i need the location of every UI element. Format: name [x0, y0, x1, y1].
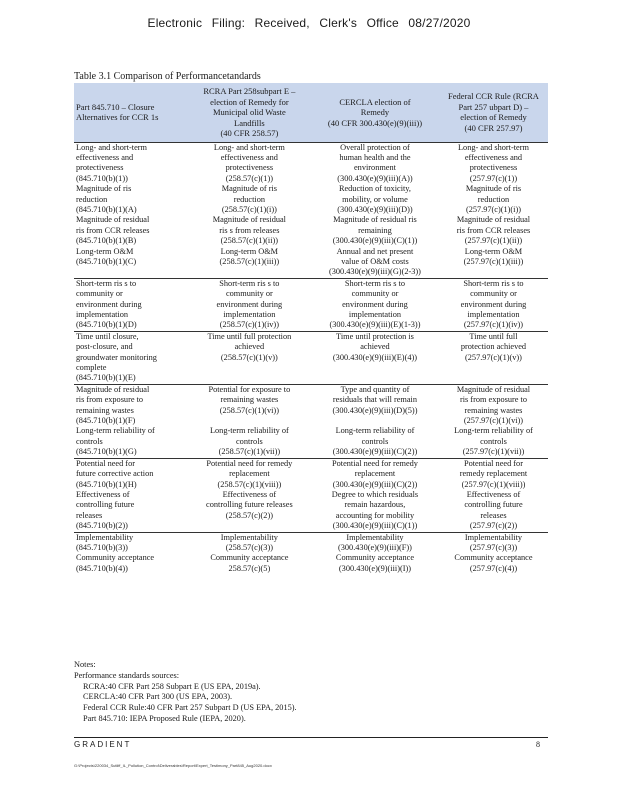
- cell-line: (845.710(b)(4)): [76, 563, 128, 573]
- table-header-row: [74, 83, 548, 142]
- cell-line: (257.97(c)(1)(v)): [465, 352, 522, 362]
- cell-line: Time until closure,: [76, 331, 139, 341]
- table-cell: [311, 331, 439, 384]
- cell-line: Magnitude of residual ris: [333, 215, 417, 225]
- cell-line: (845.710(b)(1)(G): [76, 447, 137, 457]
- cell-line: (845.710(b)(1)(B): [76, 236, 137, 246]
- cell-line: remaining wastes: [464, 405, 523, 415]
- cell-line: reduction: [233, 194, 266, 204]
- cell-line: (257.97(c)(1)(iii)): [463, 256, 524, 266]
- cell-line: Magnitude of ris: [221, 184, 278, 194]
- cell-line: Implementability: [346, 532, 404, 542]
- table-cell: [188, 553, 311, 574]
- cell-line: Magnitude of residual: [456, 215, 531, 225]
- cell-line: community or: [225, 289, 273, 299]
- header-line: Landfills: [234, 117, 265, 128]
- cell-line: (845.710(b)(1)(F): [76, 416, 136, 426]
- cell-line: Potential need for: [463, 458, 523, 468]
- page-number: 8: [536, 740, 540, 749]
- cell-line: (257.97(c)(1)(viii)): [461, 479, 526, 489]
- cell-line: (300.430(e)(9)(iii)(C)(2)): [332, 447, 418, 457]
- cell-line: Short-term ris s to: [76, 278, 137, 288]
- cell-line: implementation: [223, 310, 276, 319]
- cell-line: (845.710(b)(1)(H): [76, 479, 137, 489]
- cell-line: (300.430(e)(9)(iii)(F)): [337, 542, 412, 552]
- table-cell: [439, 278, 548, 331]
- table-cell: [311, 142, 439, 184]
- cell-line: releases: [76, 510, 103, 520]
- notes-label: Notes:: [74, 660, 96, 669]
- cell-line: (257.97(c)(2)): [469, 521, 518, 531]
- column-header: [311, 83, 439, 142]
- cell-line: (258.57(c)(1)(ii)): [220, 236, 279, 246]
- cell-line: environment during: [216, 299, 283, 309]
- cell-line: Short-term ris s to: [219, 278, 280, 288]
- header-line: Alternatives for CCR 1s: [76, 112, 159, 123]
- table-cell: [439, 331, 548, 384]
- table-cell: [188, 278, 311, 331]
- cell-line: (257.97(c)(1)(ii)): [464, 236, 523, 246]
- notes-block: [74, 660, 297, 725]
- table-cell: [74, 532, 188, 553]
- table-row: [74, 331, 548, 384]
- table-cell: [188, 532, 311, 553]
- table-row: [74, 553, 548, 574]
- table-cell: [311, 184, 439, 215]
- column-header: [188, 83, 311, 142]
- cell-line: environment: [354, 163, 396, 173]
- footer-rule: [74, 737, 548, 738]
- cell-line: Magnitude of residual: [456, 384, 531, 394]
- cell-line: Magnitude of ris: [465, 184, 522, 194]
- file-path: G:\Projects\220034_Sutliff_IL_Pollution_Control\Deliverables\Report\Expert_Testimony_Part845_Aug2020.docx: [74, 763, 272, 768]
- cell-line: (257.97(c)(1)(vi)): [463, 416, 524, 426]
- header-line: CERCLA election of: [339, 96, 411, 107]
- table-row: [74, 278, 548, 331]
- cell-line: controlling future: [76, 500, 135, 510]
- table-cell: [188, 142, 311, 184]
- cell-line: environment during: [342, 299, 408, 309]
- table-row: [74, 458, 548, 490]
- table-cell: [439, 215, 548, 246]
- table-cell: [74, 458, 188, 490]
- cell-line: (300.430(e)(9)(iii)(A)): [337, 173, 413, 183]
- cell-line: Long-term O&M: [220, 246, 279, 256]
- cell-line: accounting for mobility: [335, 510, 415, 520]
- table-cell: [439, 490, 548, 532]
- cell-line: (258.57(c)(3)): [225, 542, 273, 552]
- table-cell: [311, 553, 439, 574]
- cell-line: 258.57(c)(5): [228, 563, 271, 573]
- cell-line: (845.710(b)(2)): [76, 521, 128, 531]
- table-row: [74, 384, 548, 426]
- table-cell: [439, 247, 548, 279]
- cell-line: protectiveness: [469, 163, 518, 173]
- cell-line: Community acceptance: [210, 553, 289, 563]
- cell-line: (257.97(c)(1)): [469, 173, 518, 183]
- cell-line: Degree to which residuals: [331, 489, 419, 499]
- cell-line: Potential need for remedy: [206, 458, 293, 468]
- table-cell: [311, 215, 439, 246]
- header-line: RCRA Part 258subpart E –: [203, 86, 296, 96]
- cell-line: Long- and short-term: [213, 142, 285, 152]
- cell-line: Effectiveness of: [466, 489, 521, 499]
- cell-line: (845.710(b)(3)): [76, 542, 128, 552]
- cell-line: ris from CCR releases: [76, 225, 150, 235]
- table-cell: [311, 458, 439, 490]
- table-row: [74, 532, 548, 553]
- table-body: [74, 142, 548, 574]
- cell-line: controlling future releases: [206, 500, 293, 510]
- cell-line: Short-term ris s to: [344, 278, 406, 288]
- cell-line: Time until full protection: [207, 331, 292, 341]
- cell-line: Long-term reliability of: [209, 426, 289, 436]
- table-cell: [311, 490, 439, 532]
- header-line: Federal CCR Rule (RCRA: [448, 91, 539, 102]
- cell-line: Magnitude of residual: [212, 215, 286, 225]
- cell-line: (258.57(c)(1)(iv)): [219, 320, 279, 330]
- cell-line: replacement: [354, 469, 396, 479]
- table-cell: [439, 184, 548, 215]
- cell-line: (257.97(c)(1)(iv)): [463, 320, 524, 330]
- table-cell: [74, 247, 188, 279]
- cell-line: releases: [480, 510, 507, 520]
- cell-line: (300.430(e)(9)(iii)(D)): [337, 204, 413, 214]
- header-line: election of Remedy: [460, 112, 527, 123]
- cell-line: reduction: [76, 194, 108, 204]
- table-cell: [188, 215, 311, 246]
- table-row: [74, 247, 548, 279]
- cell-line: (257.97(c)(3)): [469, 542, 518, 552]
- cell-line: (258.57(c)(1)): [225, 173, 273, 183]
- table-cell: [439, 553, 548, 574]
- cell-line: future corrective action: [76, 469, 154, 479]
- table-cell: [188, 247, 311, 279]
- cell-line: Effectiveness of: [222, 489, 277, 499]
- cell-line: environment during: [460, 299, 527, 309]
- table-cell: [311, 278, 439, 331]
- note-line: RCRA:40 CFR Part 258 Subpart E (US EPA, 2019a).: [83, 681, 261, 691]
- cell-line: groundwater monitoring: [76, 352, 157, 362]
- cell-line: (845.710(b)(1)(E): [76, 373, 136, 383]
- cell-line: (258.57(c)(2)): [225, 510, 273, 520]
- table-cell: [311, 532, 439, 553]
- cell-line: Community acceptance: [76, 553, 155, 563]
- column-header: [74, 83, 188, 142]
- table-row: [74, 490, 548, 532]
- note-line: Part 845.710: IEPA Proposed Rule (IEPA, 2020).: [83, 713, 246, 723]
- cell-line: controls: [361, 436, 389, 446]
- cell-line: Potential for exposure to: [208, 384, 291, 394]
- cell-line: (258.57(c)(1)(vii)): [218, 447, 281, 457]
- cell-line: mobility, or volume: [342, 194, 408, 204]
- header-line: Part 257 ubpart D) –: [458, 101, 529, 112]
- cell-line: (300.430(e)(9)(iii)(E)(4)): [332, 352, 418, 362]
- cell-line: residuals that will remain: [332, 395, 418, 405]
- cell-line: effectiveness and: [220, 152, 278, 162]
- table-cell: [74, 142, 188, 184]
- table-cell: [74, 384, 188, 426]
- cell-line: complete: [76, 363, 107, 373]
- table-cell: [74, 490, 188, 532]
- cell-line: (300.430(e)(9)(iii)(E)(1-3)): [329, 320, 421, 330]
- cell-line: post-closure, and: [76, 342, 133, 352]
- cell-line: Potential need for: [76, 458, 135, 468]
- filing-header: Electronic Filing: Received, Clerk's Office 08/27/2020: [147, 16, 471, 30]
- header-line: (40 CFR 257.97): [464, 122, 523, 133]
- table-row: [74, 215, 548, 246]
- cell-line: controlling future: [464, 500, 523, 510]
- table-cell: [439, 142, 548, 184]
- cell-line: (258.57(c)(1)(iii)): [219, 256, 280, 266]
- cell-line: (300.430(e)(9)(iii)(C)(2)): [332, 479, 418, 489]
- table-cell: [188, 384, 311, 426]
- cell-line: ris s from releases: [219, 225, 280, 235]
- cell-line: Time until protection is: [336, 331, 414, 341]
- cell-line: (258.57(c)(1)(i)): [221, 204, 277, 214]
- header-line: election of Remedy for: [210, 96, 289, 107]
- table-row: [74, 184, 548, 215]
- cell-line: (845.710(b)(1)(C): [76, 256, 137, 266]
- cell-line: effectiveness and: [76, 152, 134, 162]
- column-header: [439, 83, 548, 142]
- cell-line: reduction: [477, 194, 510, 204]
- cell-line: (300.430(e)(9)(iii)(I)): [338, 563, 412, 573]
- cell-line: Type and quantity of: [340, 384, 410, 394]
- cell-line: Overall protection of: [340, 142, 410, 152]
- cell-line: remedy replacement: [459, 469, 528, 479]
- table-cell: [188, 490, 311, 532]
- header-line: (40 CFR 258.57): [220, 128, 279, 138]
- cell-line: environment during: [76, 299, 142, 309]
- cell-line: ris from exposure to: [459, 395, 527, 405]
- table-row: [74, 426, 548, 458]
- table-cell: [439, 458, 548, 490]
- cell-line: achieved: [234, 342, 265, 352]
- cell-line: remain hazardous,: [344, 500, 406, 510]
- cell-line: human health and the: [339, 152, 411, 162]
- table-caption: Table 3.1 Comparison of Performancetandards: [74, 71, 261, 82]
- note-line: Federal CCR Rule:40 CFR Part 257 Subpart D (US EPA, 2015).: [83, 703, 297, 713]
- cell-line: (258.57(c)(1)(v)): [220, 352, 278, 362]
- cell-line: (257.97(c)(4)): [469, 563, 518, 573]
- cell-line: ris from exposure to: [76, 395, 144, 405]
- cell-line: community or: [470, 289, 517, 299]
- cell-line: (300.430(e)(9)(iii)(D)(5)): [332, 405, 418, 415]
- cell-line: controls: [76, 436, 103, 446]
- cell-line: Magnitude of residual: [76, 215, 150, 225]
- header-line: Municipal olid Waste: [212, 107, 286, 117]
- table-cell: [74, 184, 188, 215]
- cell-line: effectiveness and: [464, 152, 523, 162]
- table-cell: [439, 532, 548, 553]
- cell-line: Long-term O&M: [464, 246, 523, 256]
- cell-line: (300.430(e)(9)(iii)(C)(1)): [332, 521, 418, 531]
- cell-line: (258.57(c)(1)(vi)): [219, 405, 279, 415]
- note-line: Performance standards sources:: [74, 670, 180, 680]
- table-cell: [188, 426, 311, 458]
- cell-line: replacement: [229, 469, 270, 479]
- table-cell: [188, 184, 311, 215]
- cell-line: Annual and net present: [336, 246, 414, 256]
- cell-line: Potential need for remedy: [332, 458, 418, 468]
- cell-line: achieved: [360, 342, 390, 352]
- cell-line: community or: [76, 289, 123, 299]
- cell-line: value of O&M costs: [341, 256, 409, 266]
- cell-line: controls: [236, 436, 263, 446]
- note-line: CERCLA:40 CFR Part 300 (US EPA, 2003).: [83, 692, 233, 702]
- cell-line: Community acceptance: [335, 553, 415, 563]
- cell-line: community or: [351, 289, 399, 299]
- cell-line: remaining wastes: [76, 405, 134, 415]
- cell-line: (845.710(b)(1)(A): [76, 204, 137, 214]
- cell-line: Implementability: [464, 532, 523, 542]
- notes-lines: [74, 671, 297, 725]
- table-cell: [311, 247, 439, 279]
- cell-line: Implementability: [220, 532, 278, 542]
- cell-line: (300.430(e)(9)(iii)(G)(2-3)): [329, 267, 421, 277]
- cell-line: Long-term O&M: [76, 246, 134, 256]
- cell-line: Long- and short-term: [76, 142, 147, 152]
- cell-line: Time until full: [469, 331, 518, 341]
- table-cell: [311, 426, 439, 458]
- comparison-table: [74, 83, 548, 574]
- cell-line: controls: [480, 436, 507, 446]
- header-line: Part 845.710 – Closure: [76, 101, 155, 112]
- cell-line: Long-term reliability of: [454, 426, 533, 436]
- table-cell: [439, 384, 548, 426]
- table-row: [74, 142, 548, 184]
- table-cell: [74, 426, 188, 458]
- table-cell: [74, 331, 188, 384]
- cell-line: (845.710(b)(1)): [76, 173, 128, 183]
- cell-line: (257.97(c)(1)(i)): [465, 204, 521, 214]
- cell-line: Community acceptance: [454, 553, 533, 563]
- table-cell: [74, 553, 188, 574]
- table-cell: [311, 384, 439, 426]
- cell-line: ris from CCR releases: [456, 225, 531, 235]
- cell-line: protectiveness: [76, 163, 124, 173]
- cell-line: Short-term ris s to: [463, 278, 524, 288]
- cell-line: (300.430(e)(9)(iii)(C)(1)): [332, 236, 418, 246]
- cell-line: Effectiveness of: [76, 489, 130, 499]
- header-line: Remedy: [360, 107, 390, 117]
- cell-line: implementation: [348, 310, 401, 319]
- header-line: (40 CFR 300.430(e)(9)(iii)): [327, 117, 423, 128]
- cell-line: remaining: [358, 225, 392, 235]
- cell-line: remaining wastes: [220, 395, 279, 405]
- table-cell: [439, 426, 548, 458]
- table-cell: [188, 331, 311, 384]
- cell-line: (845.710(b)(1)(D): [76, 320, 137, 330]
- cell-line: Long- and short-term: [457, 142, 529, 152]
- cell-line: Reduction of toxicity,: [338, 184, 411, 194]
- table-cell: [74, 215, 188, 246]
- cell-line: implementation: [467, 310, 520, 319]
- cell-line: implementation: [76, 310, 129, 319]
- gradient-logo: GRADIENT: [74, 740, 132, 749]
- table-cell: [188, 458, 311, 490]
- cell-line: Long-term reliability of: [76, 426, 155, 436]
- cell-line: Magnitude of residual: [76, 384, 150, 394]
- cell-line: Long-term reliability of: [335, 426, 415, 436]
- cell-line: (257.97(c)(1)(vii)): [462, 447, 525, 457]
- cell-line: protectiveness: [225, 163, 274, 173]
- cell-line: Implementability: [76, 532, 134, 542]
- cell-line: (258.57(c)(1)(viii)): [217, 479, 282, 489]
- cell-line: Magnitude of ris: [76, 184, 132, 194]
- table-cell: [74, 278, 188, 331]
- cell-line: protection achieved: [460, 342, 527, 352]
